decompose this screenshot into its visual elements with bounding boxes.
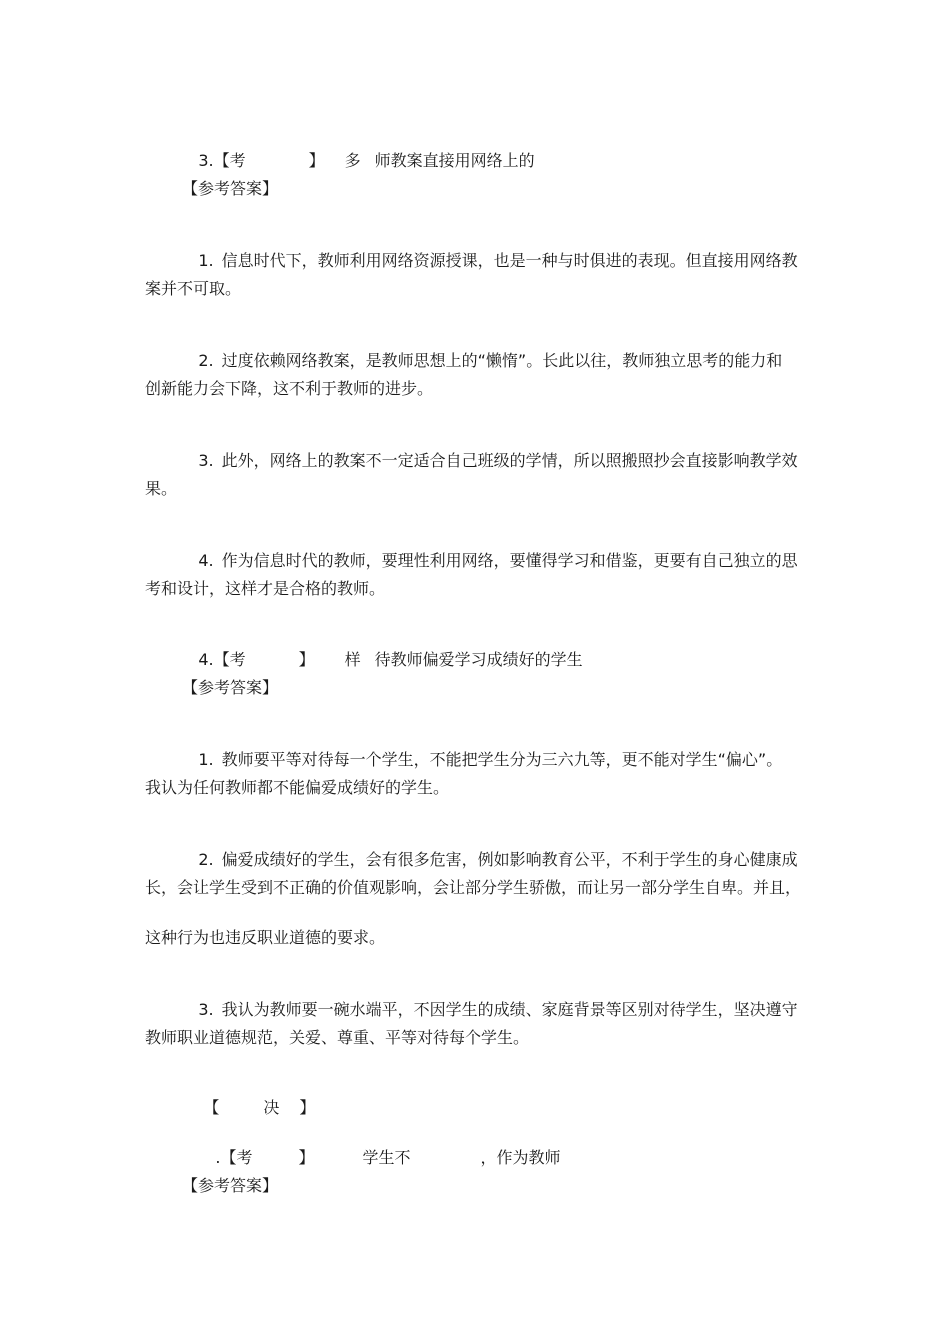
question-fragment: 师教案直接用网络上的 <box>374 151 535 170</box>
answer-paragraph: 3. 我认为教师要一碗水端平，不因学生的成绩、家庭背景等区别对待学生，坚决遵守 <box>198 1000 798 1019</box>
answer-paragraph: 4. 作为信息时代的教师，要理性利用网络，要懂得学习和借鉴，更要有自己独立的思 <box>198 551 798 570</box>
answer-paragraph-continued: 长，会让学生受到不正确的价值观影响，会让部分学生骄傲，而让另一部分学生自卑。并且， <box>145 878 802 897</box>
answer-paragraph-continued: 创新能力会下降，这不利于教师的进步。 <box>145 379 434 398</box>
answer-paragraph-continued: 考和设计，这样才是合格的教师。 <box>145 579 386 598</box>
answer-paragraph: 1. 信息时代下，教师利用网络资源授课，也是一种与时俱进的表现。但直接用网络教 <box>198 251 798 270</box>
answer-paragraph: 2. 偏爱成绩好的学生，会有很多危害，例如影响教育公平，不利于学生的身心健康成 <box>198 850 798 869</box>
question-number: . <box>215 1148 221 1167</box>
answer-paragraph-continued: 果。 <box>145 479 178 498</box>
bracket-open: 【考 <box>213 650 246 669</box>
answer-paragraph-continued: 这种行为也违反职业道德的要求。 <box>145 928 386 947</box>
question-fragment: 待教师偏爱学习成绩好的学生 <box>374 650 583 669</box>
question-number: 4. <box>198 650 214 669</box>
answer-paragraph: 2. 过度依赖网络教案，是教师思想上的“懒惰”。长此以往，教师独立思考的能力和 <box>198 351 783 370</box>
bracket-close: 】 <box>308 151 325 170</box>
question-fragment: 学生不 <box>362 1148 411 1167</box>
bracket-close: 】 <box>298 650 315 669</box>
question-fragment: ，作为教师 <box>480 1148 561 1167</box>
question-number: 3. <box>198 151 214 170</box>
bracket-open: 【考 <box>220 1148 253 1167</box>
bracket-open: 【考 <box>213 151 246 170</box>
answer-heading: 【参考答案】 <box>182 1176 279 1195</box>
section-heading: 【 决 】 <box>203 1098 316 1117</box>
answer-paragraph-continued: 我认为任何教师都不能偏爱成绩好的学生。 <box>145 778 450 797</box>
answer-paragraph: 3. 此外，网络上的教案不一定适合自己班级的学情，所以照搬照抄会直接影响教学效 <box>198 451 798 470</box>
answer-paragraph: 1. 教师要平等对待每一个学生，不能把学生分为三六九等，更不能对学生“偏心”。 <box>198 750 783 769</box>
question-fragment: 多 <box>344 151 361 170</box>
question-fragment: 样 <box>344 650 361 669</box>
bracket-close: 】 <box>298 1148 315 1167</box>
answer-paragraph-continued: 教师职业道德规范，关爱、尊重、平等对待每个学生。 <box>145 1028 530 1047</box>
answer-heading: 【参考答案】 <box>182 678 279 697</box>
answer-heading: 【参考答案】 <box>182 179 279 198</box>
answer-paragraph-continued: 案并不可取。 <box>145 279 242 298</box>
